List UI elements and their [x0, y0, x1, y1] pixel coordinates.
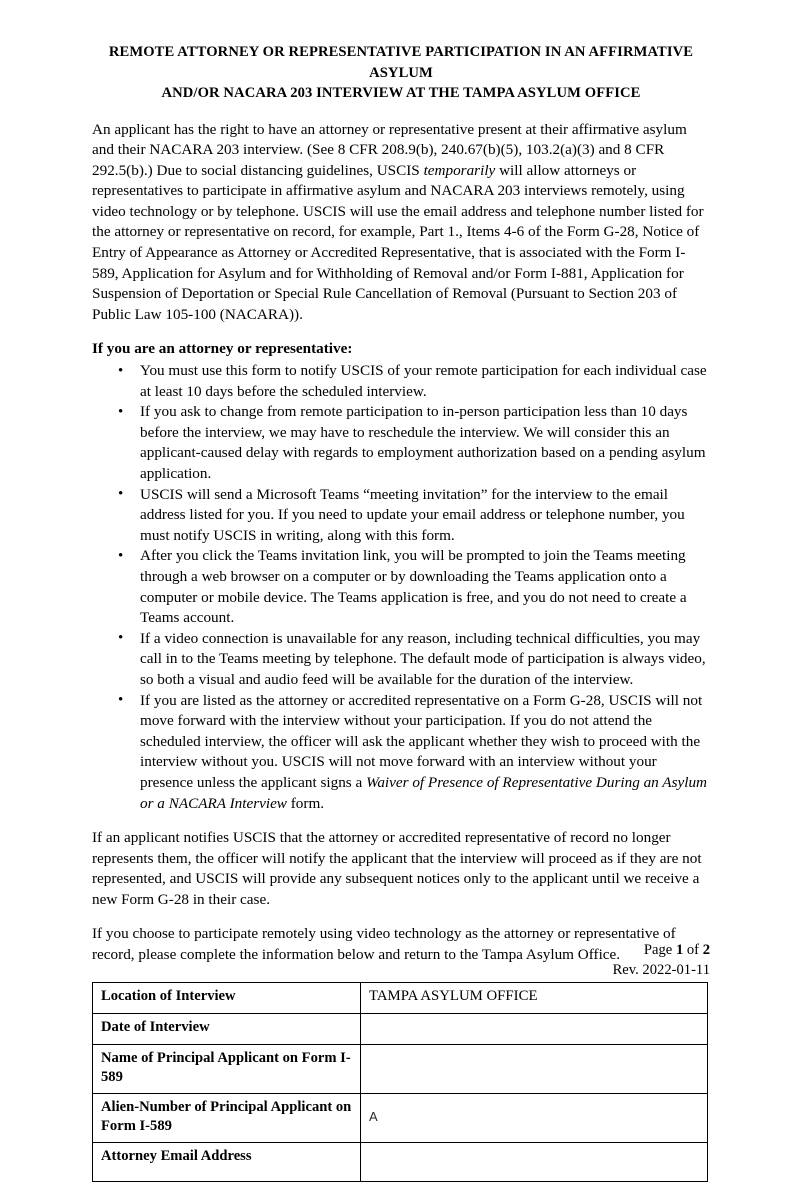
table-row	[93, 1142, 708, 1181]
alien-number-value: A	[369, 1108, 378, 1124]
page-footer	[613, 941, 710, 980]
table-cell-label: Name of Principal Applicant on Form I-589	[93, 1044, 361, 1093]
page-label-prefix: Page	[643, 942, 676, 958]
table-row	[93, 1013, 708, 1044]
list-item: • USCIS will send a Microsoft Teams “meeting invitation” for the interview to the email address listed for you. If you need to update your email address or telephone number, you must notify USCIS in writing, along with this form.	[92, 485, 710, 547]
table-cell-value[interactable]	[361, 1013, 708, 1044]
attorney-email-value	[369, 1147, 701, 1153]
waiver-bullet-part-1: If you are listed as the attorney or accredited representative on a Form G-28, USCIS will not move forward with the interview without your participation. If you do not attend the scheduled interview, the officer will ask the applicant whether they wish to proceed with the interview without you. USCIS will not move forward with an interview without your presence unless the applicant signs a	[140, 691, 703, 791]
intro-paragraph-part-1: An applicant has the right to have an attorney or representative present at their affirmative asylum and their NACARA 203 interview. (See 8 CFR 208.9(b), 240.67(b)(5), 103.2(a)(3) and 8 CFR 292.5(b).) Due to social distancing guidelines, USCIS	[92, 120, 687, 179]
page-title-line-2: AND/OR NACARA 203 INTERVIEW AT THE TAMPA ASYLUM OFFICE	[161, 85, 641, 101]
table-cell-label: Attorney Email Address	[93, 1142, 361, 1181]
list-item: • If a video connection is unavailable for any reason, including technical difficulties, you may call in to the Teams meeting by telephone. The default mode of participation is always video, so both a visual and audio feed will be available for the duration of the interview.	[92, 629, 710, 691]
page-label-middle: of	[683, 942, 703, 958]
list-item-waiver	[92, 691, 710, 815]
table-cell-label: Alien-Number of Principal Applicant on Form I-589	[93, 1093, 361, 1142]
attorney-section-heading: If you are an attorney or representative:	[92, 340, 353, 358]
list-item: • If you ask to change from remote participation to in-person participation less than 10 days before the interview, we may have to reschedule the interview. We will consider this an applicant-caused delay with regards to employment authorization based on a pending asylum application.	[92, 402, 710, 484]
location-of-interview-value: TAMPA ASYLUM OFFICE	[369, 987, 538, 1004]
waiver-bullet-part-2: form.	[286, 794, 325, 812]
table-cell-value[interactable]	[361, 1044, 708, 1093]
table-row	[93, 1044, 708, 1093]
closing-paragraph-2: If you choose to participate remotely using video technology as the attorney or representative of record, please complete the information below and return to the Tampa Asylum Office.	[92, 925, 676, 964]
table-cell-label: Location of Interview	[93, 982, 361, 1013]
page-number: 1	[675, 942, 684, 958]
intro-paragraph-emphasis: temporarily	[423, 161, 496, 179]
table-row	[93, 1093, 708, 1142]
table-cell-value[interactable]	[361, 1093, 708, 1142]
page-title-line-1: REMOTE ATTORNEY OR REPRESENTATIVE PARTICIPATION IN AN AFFIRMATIVE ASYLUM	[108, 44, 694, 81]
attorney-section-bullet-list	[92, 361, 710, 814]
closing-paragraph-1: If an applicant notifies USCIS that the attorney or accredited representative of record no longer represents them, the officer will notify the applicant that the interview will proceed as if they are not represented, and USCIS will provide any subsequent notices only to the applicant until we receive a new Form G-28 in their case.	[92, 829, 702, 908]
interview-information-table	[92, 982, 708, 1182]
waiver-form-title: Waiver of Presence of Representative During an Asylum or a NACARA Interview	[140, 773, 708, 812]
page-number-line	[613, 941, 710, 961]
page-title	[92, 42, 710, 104]
table-cell-value[interactable]	[361, 982, 708, 1013]
intro-paragraph-part-2: will allow attorneys or representatives to participate in affirmative asylum and NACARA 203 interviews remotely, using video technology or by telephone. USCIS will use the email address and telephone number listed for the attorney or representative on record, for example, Part 1., Items 4-6 of the Form G-28, Notice of Entry of Appearance as Attorney or Accredited Representative, that is associated with the Form I-589, Application for Asylum and for Withholding of Removal and/or Form I-881, Application for Suspension of Deportation or Special Rule Cancellation of Removal (Pursuant to Section 203 of Public Law 105-100 (NACARA)).	[92, 161, 704, 323]
table-row	[93, 982, 708, 1013]
list-item: • After you click the Teams invitation link, you will be prompted to join the Teams meeting through a web browser on a computer or by downloading the Teams application onto a computer or mobile device. The Teams application is free, and you do not need to create a Teams account.	[92, 546, 710, 628]
revision-line: Rev. 2022-01-11	[612, 961, 710, 978]
page-total: 2	[702, 942, 710, 958]
intro-paragraph	[92, 120, 710, 326]
table-cell-value[interactable]	[361, 1142, 708, 1181]
list-item: • You must use this form to notify USCIS of your remote participation for each individual case at least 10 days before the scheduled interview.	[92, 361, 710, 402]
table-cell-label: Date of Interview	[93, 1013, 361, 1044]
